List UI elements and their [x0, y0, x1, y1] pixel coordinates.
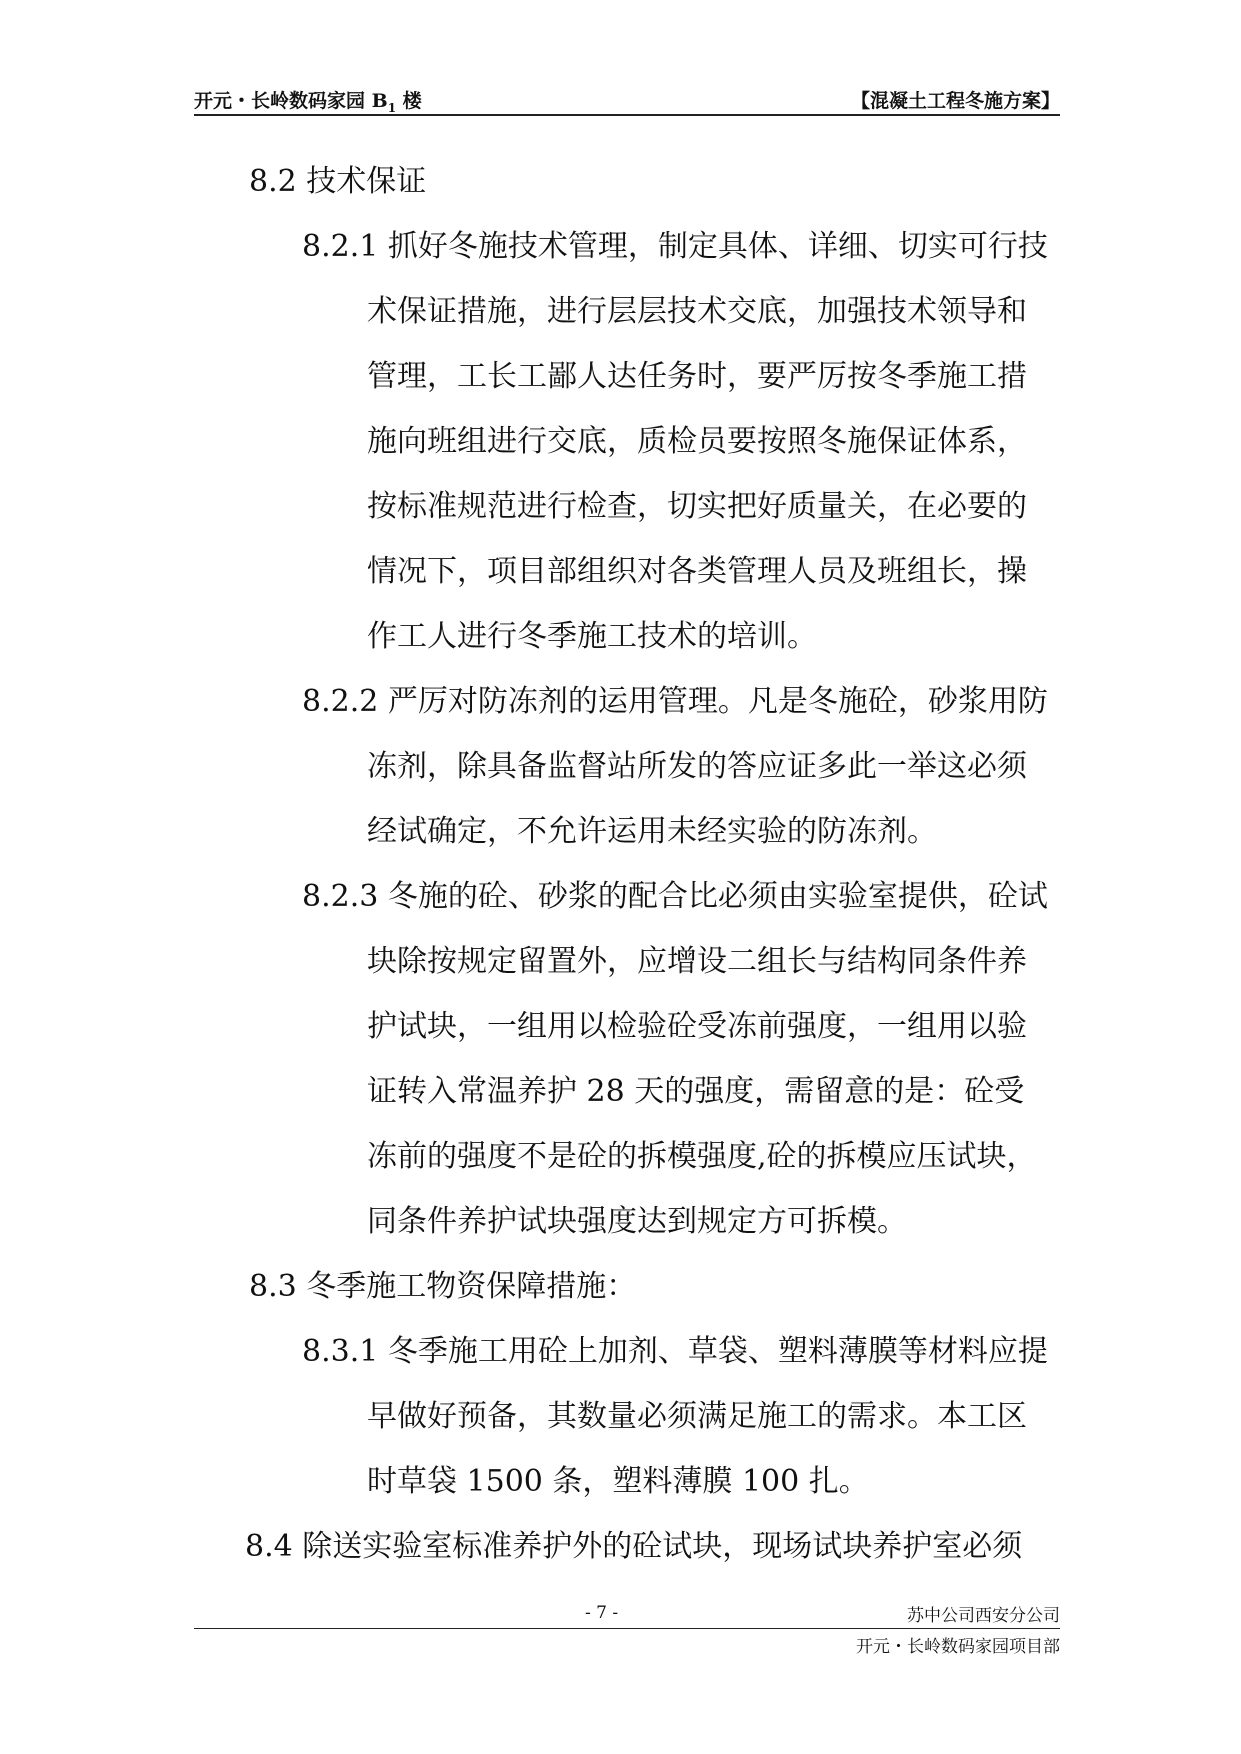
paragraph-line: 作工人进行冬季施工技术的培训。 [367, 619, 817, 654]
paragraph-line: 时草袋 1500 条，塑料薄膜 100 扎。 [367, 1464, 869, 1499]
paragraph-line: 8.2.1 抓好冬施技术管理，制定具体、详细、切实可行技 [302, 229, 1048, 264]
header-project-title [194, 86, 422, 115]
header-document-title: 【混凝土工程冬施方案】 [850, 90, 1060, 112]
paragraph-line: 经试确定，不允许运用未经实验的防冻剂。 [367, 814, 937, 849]
paragraph-line: 证转入常温养护 28 天的强度，需留意的是：砼受 [367, 1074, 1025, 1109]
section-heading-8-3: 8.3 冬季施工物资保障措施： [249, 1269, 637, 1304]
paragraph-line: 冻剂，除具备监督站所发的答应证多此一举这必须 [367, 749, 1027, 784]
page-number: - 7 - [585, 1603, 619, 1623]
paragraph-line: 8.3.1 冬季施工用砼上加剂、草袋、塑料薄膜等材料应提 [302, 1334, 1048, 1369]
paragraph-line: 同条件养护试块强度达到规定方可拆模。 [367, 1204, 907, 1239]
paragraph-line: 早做好预备，其数量必须满足施工的需求。本工区 [367, 1399, 1027, 1434]
paragraph-line: 施向班组进行交底，质检员要按照冬施保证体系， [367, 424, 1027, 459]
footer-divider [194, 1628, 1060, 1629]
paragraph-line: 管理，工长工鄙人达任务时，要严厉按冬季施工措 [367, 359, 1027, 394]
paragraph-line: 8.2.3 冬施的砼、砂浆的配合比必须由实验室提供，砼试 [302, 879, 1048, 914]
footer-company: 苏中公司西安分公司 [907, 1606, 1060, 1626]
paragraph-line: 情况下，项目部组织对各类管理人员及班组长，操 [367, 554, 1027, 589]
header-building-subscript: 1 [387, 100, 397, 115]
paragraph-line: 块除按规定留置外，应增设二组长与结构同条件养 [367, 944, 1027, 979]
paragraph-line: 护试块，一组用以检验砼受冻前强度，一组用以验 [367, 1009, 1027, 1044]
page-header [194, 86, 1060, 116]
section-heading-8-2: 8.2 技术保证 [249, 164, 427, 199]
paragraph-line: 按标准规范进行检查，切实把好质量关，在必要的 [367, 489, 1027, 524]
header-building-suffix: 楼 [396, 90, 422, 112]
paragraph-line: 术保证措施，进行层层技术交底，加强技术领导和 [367, 294, 1027, 329]
header-project-name: 开元・长岭数码家园 B [194, 90, 388, 112]
footer-project-department: 开元・长岭数码家园项目部 [856, 1637, 1060, 1657]
section-heading-8-4: 8.4 除送实验室标准养护外的砼试块，现场试块养护室必须 [245, 1529, 1023, 1564]
paragraph-line: 8.2.2 严厉对防冻剂的运用管理。凡是冬施砼，砂浆用防 [302, 684, 1048, 719]
paragraph-line: 冻前的强度不是砼的拆模强度,砼的拆模应压试块， [367, 1139, 1037, 1174]
